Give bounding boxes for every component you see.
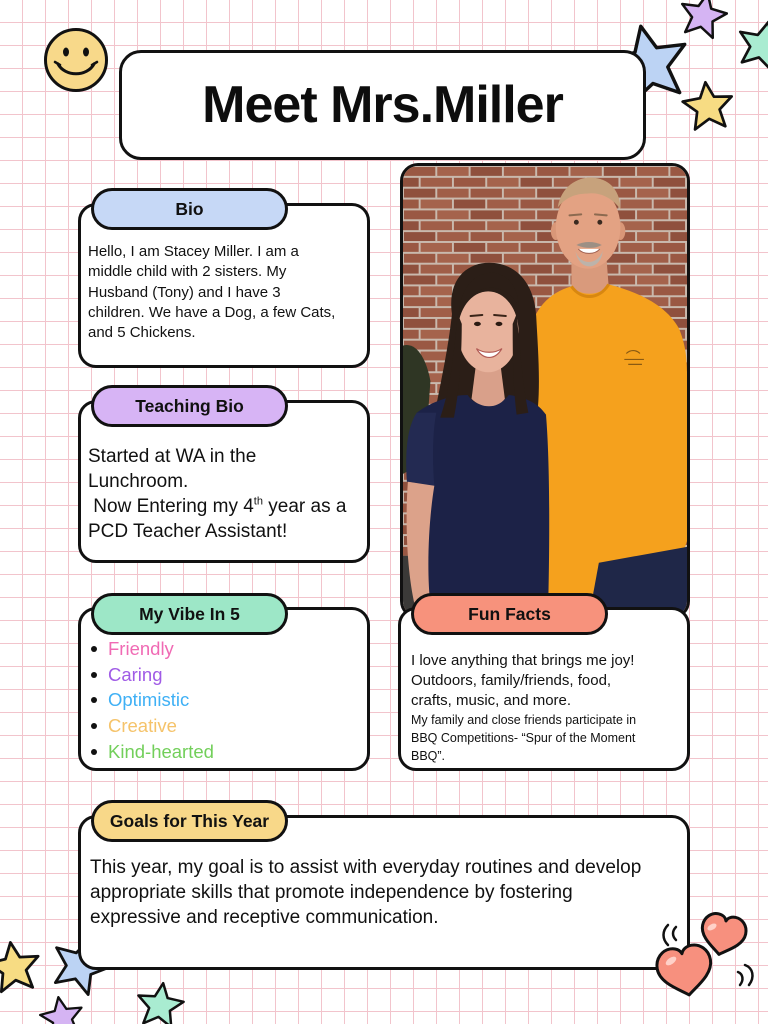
brick [403,178,419,187]
brick [487,200,518,209]
fun-facts-small-line: My family and close friends participate in [411,713,637,727]
vibe-list [89,636,214,765]
brick [404,276,435,285]
brick [404,254,435,263]
brick [620,265,651,274]
bio-label: Bio [91,188,288,230]
brick [504,167,535,176]
brick [404,189,435,198]
page-title: Meet Mrs.Miller [202,76,563,134]
woman-neck [472,368,505,406]
brick [403,330,419,339]
goals-line: This year, my goal is to assist with everyday routines and develop [90,857,642,878]
brick [670,232,687,241]
star-icon [735,19,768,73]
brick [637,276,668,285]
bio-line: and 5 Chickens. [88,324,196,342]
brick [421,221,452,230]
list-item [89,636,214,662]
brick [421,243,452,252]
brick [437,189,468,198]
brick [637,232,668,241]
brick [403,308,419,317]
bio-line: Hello, I am Stacey Miller. I am a [88,243,299,260]
bio-text [88,242,335,343]
brick [437,167,468,176]
brick [487,221,518,230]
brick [670,189,687,198]
fun-facts-small-line: BBQ”. [411,749,446,764]
man-eye [574,220,579,225]
brick [670,167,687,176]
brick [604,167,635,176]
brick [521,243,552,252]
bio-line: Husband (Tony) and I have 3 [88,283,281,301]
brick [620,200,651,209]
brick [654,200,685,209]
man-eye [597,220,602,225]
brick [471,167,502,176]
brick [454,243,485,252]
star-shape-purple [39,995,85,1024]
brick [537,276,568,285]
brick [570,167,601,176]
smiley-face-circle [46,30,107,91]
brick [437,210,468,219]
brick [403,221,419,230]
brick [437,254,468,263]
vibe-word: Caring [108,663,163,685]
goals-label: Goals for This Year [91,800,288,842]
brick [620,178,651,187]
brick [654,265,685,274]
bullet-dot [91,646,97,652]
vibe-word: Optimistic [108,689,190,711]
brick [421,286,452,295]
brick [403,243,419,252]
brick [521,221,552,230]
teaching-bio-label: Teaching Bio [91,385,288,427]
list-item [89,662,214,688]
brick [521,200,552,209]
brick [404,210,435,219]
brick [670,254,687,263]
teaching-bio-text [88,444,346,544]
brick [403,265,419,274]
woman-eye [496,322,503,326]
woman-face [458,291,519,372]
woman-eye [474,322,481,326]
star-icon [678,0,728,42]
brick [404,232,435,241]
brick [637,167,668,176]
list-item [89,739,214,765]
teaching-bio-line [88,494,346,519]
photo-illustration [403,166,687,616]
fun-facts-label: Fun Facts [411,593,608,635]
brick [454,200,485,209]
bullet-dot [91,672,97,678]
smiley-right-eye [83,48,89,57]
brick [454,221,485,230]
bullet-dot [91,749,97,755]
bullet-dot [91,697,97,703]
brick [487,178,518,187]
brick [421,308,452,317]
teaching-bio-segment: Now Entering my 4 [88,496,254,517]
star-shape-mint [735,19,768,73]
brick [403,200,419,209]
fun-facts-text [411,651,634,711]
bio-line: middle child with 2 sisters. My [88,263,287,281]
bullet-dot [91,723,97,729]
smiley-face-icon [43,27,109,93]
brick [404,297,435,306]
brick [421,200,452,209]
brick [504,232,535,241]
star-shape-mint [135,981,185,1024]
brick [670,276,687,285]
goals-text [90,855,641,930]
motion-lines [664,925,677,945]
brick [504,254,535,263]
navy-dress [417,395,550,616]
star-icon [39,995,85,1024]
vibe-word: Kind-hearted [108,740,214,762]
goals-line: appropriate skills that promote independence by fostering [90,882,573,903]
brick [637,189,668,198]
brick [637,254,668,263]
title-banner [119,50,646,160]
teaching-bio-line: Started at WA in the [88,446,257,467]
goals-line: expressive and receptive communication. [90,907,439,928]
couple-photo [400,163,690,619]
vibe-label: My Vibe In 5 [91,593,288,635]
brick [637,210,668,219]
brick [654,243,685,252]
fun-facts-small-text [411,711,636,766]
teaching-bio-line: Lunchroom. [88,471,189,492]
brick [487,243,518,252]
star-shape-yellow [681,80,735,130]
brick [654,178,685,187]
brick [421,330,452,339]
star-icon [681,80,735,134]
brick [620,243,651,252]
teaching-bio-line: PCD Teacher Assistant! [88,521,288,542]
heart-icon [648,905,766,1005]
list-item [89,713,214,739]
list-item [89,688,214,714]
vibe-word: Creative [108,715,177,737]
brick [404,319,435,328]
brick [504,210,535,219]
brick [521,265,552,274]
brick [437,232,468,241]
brick [537,254,568,263]
brick [421,265,452,274]
brick [604,276,635,285]
teaching-bio-segment: year as a [262,496,347,517]
vibe-word: Friendly [108,637,174,659]
ordinal-suffix: th [253,495,263,508]
brick [404,167,435,176]
heart-shape-large [654,942,716,999]
fun-facts-small-line: BBQ Competitions- “Spur of the Moment [411,731,636,746]
motion-lines [738,965,752,985]
brick [654,221,685,230]
fun-facts-line: Outdoors, family/friends, food, [411,672,612,689]
brick [471,210,502,219]
brick [454,178,485,187]
star-icon [135,981,185,1024]
star-icon [0,940,42,996]
brick [670,210,687,219]
fun-facts-line: crafts, music, and more. [411,692,572,709]
brick [537,167,568,176]
bio-line: children. We have a Dog, a few Cats, [88,303,336,321]
smiley-left-eye [63,48,69,57]
brick [471,232,502,241]
brick [471,189,502,198]
brick [670,297,687,306]
brick [471,254,502,263]
brick [403,286,419,295]
brick [521,178,552,187]
brick [421,178,452,187]
star-shape-purple [678,0,728,40]
brick [654,286,685,295]
fun-facts-line: I love anything that brings me joy! [411,652,635,669]
star-shape-yellow [0,940,42,993]
brick [504,189,535,198]
